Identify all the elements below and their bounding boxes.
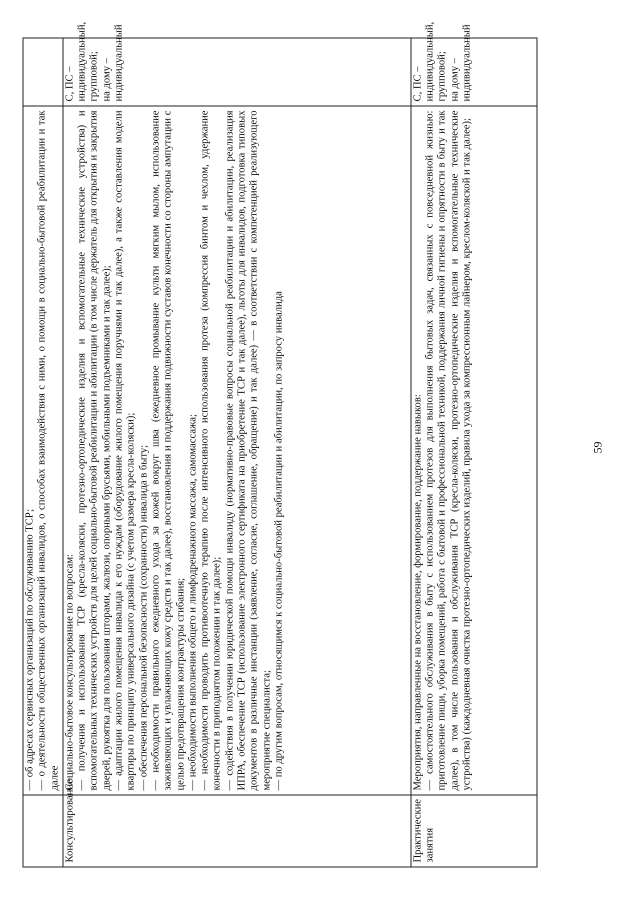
form-cell: С, ПС – индивидуальный, групповой; на дому – индивидуальный <box>411 38 537 106</box>
content-cell: — об адресах сервисных организаций по обслуживанию ТСР; — о деятельности общественных организаций инвалидов, о способах взаимодействия с ними, о помощи в социально-бытовой реабилитации и так далее <box>23 106 63 795</box>
type-cell <box>23 795 63 867</box>
rotated-table-wrapper <box>23 21 538 868</box>
type-cell: Практические занятия <box>411 795 537 867</box>
page-number: 59 <box>590 441 605 454</box>
form-cell: С, ПС – индивидуальный, групповой; на дому – индивидуальный <box>63 38 411 106</box>
content-cell: Социально-бытовое консультирование по вопросам: — получения и использования ТСР (кресла-коляски, протезно-ортопедические изделия и вспомогательные технические устройства) и вспомогательных технических устройств для целей социально-бытовой реабилитации и абилитации (в том числе держатель для открытия и закрытия дверей, рукоятка для пользования шторами, жалюзи, опорными брусьями, мобильными подъемниками и так далее); — адаптации жилого помещения инвалида к его нуждам (оборудование жилого помещения поручнями и так далее), а также составления модели квартиры по принципу универсального дизайна (с учетом размера кресла-коляски); — обеспечения персональной безопасности (сохранности) инвалида в быту; — необходимости правильного ежедневного ухода за кожей вокруг шва (ежедневное промывание культи мягким мылом, использование заживляющих и увлажняющих кожу средств и так далее), восстановления и поддержания подвижности суставов конечности со стороны ампутации с целью предотвращения контрактуры сгибания; — необходимости выполнения общего и лимфодренажного массажа, самомассажа; — необходимости проводить противоотечную терапию после интенсивного использования протеза (компрессия бинтом и чехлом, удержание конечности в приподнятом положении и так далее); — содействия в получении юридической помощи инвалиду (нормативно-правовые вопросы социальной реабилитации и абилитации, реализация ИПРА, обеспечение ТСР (использование электронного сертификата на приобретение ТСР и так далее), льготы для инвалидов, подготовка типовых документов в различные инстанции (заявление, согласие, соглашение, обращение) и так далее) — в соответствии с компетенцией реализующего мероприятие специалиста; — по другим вопросам, относящимся к социально-бытовой реабилитации и абилитации, по запросу инвалида <box>63 106 411 795</box>
form-cell <box>23 38 63 106</box>
table-row <box>23 38 63 867</box>
table-row <box>63 38 411 867</box>
content-cell: Мероприятия, направленные на восстановление, формирование, поддержание навыков: — самостоятельного обслуживания в быту с использованием протезов для выполнения бытовых задач, связанных с повседневной жизнью: приготовление пищи, уборка помещений, работа с бытовой и профессиональной техникой, поддержания личной гигиены и опрятности в быту и так далее), в том числе пользования и обслуживания ТСР (кресла-коляски, протезно-ортопедические изделия и вспомогательные технические устройства) (каждодневная очистка протезно-ортопедических изделий, правила ухода за компрессионным лайнером, креслом-коляской и так далее); <box>411 106 537 795</box>
table-row <box>411 38 537 867</box>
rehab-table <box>23 21 538 868</box>
type-cell: Консультирование <box>63 795 411 867</box>
